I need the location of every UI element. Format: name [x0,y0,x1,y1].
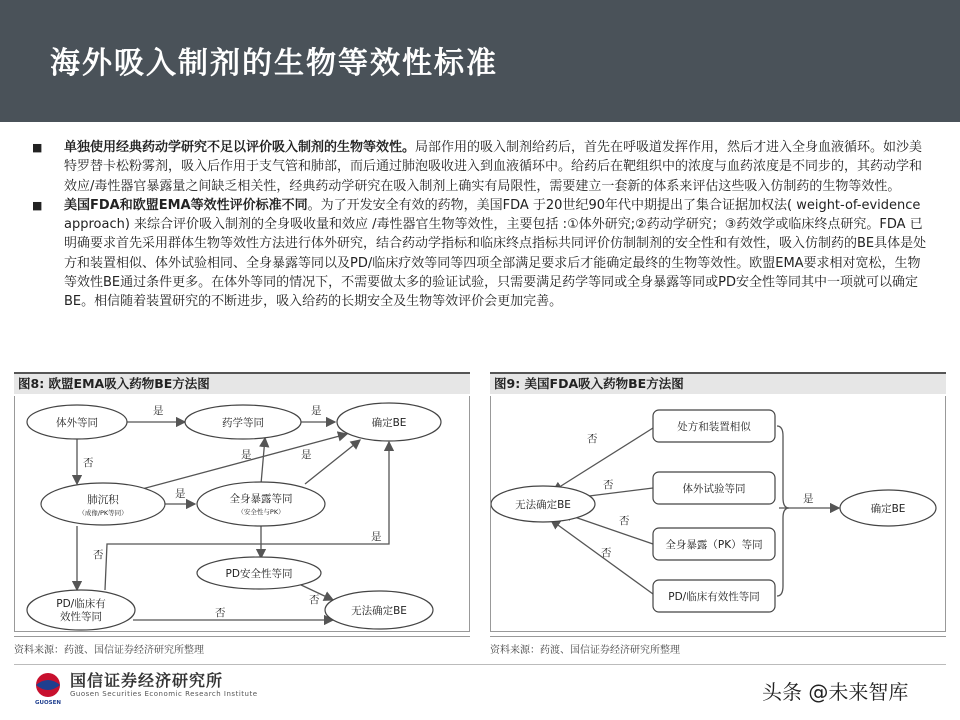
bullet-1-bold: 单独使用经典药动学研究不足以评价吸入制剂的生物等效性。 [64,140,416,155]
label-pdclinical: PD/临床有效性等同 [668,591,760,603]
edge-label-no: 否 [215,607,226,619]
fig9-source: 资料来源：药渡、国信证券经济研究所整理 [490,636,946,656]
edge-label-yes: 是 [153,405,164,417]
label-invitro: 体外等同 [56,417,98,429]
bullet-2-bold: 美国FDA和欧盟EMA等效性评价标准不同 [64,197,308,213]
edge-systemic-confirm [305,440,360,484]
bullet-2 [30,196,930,312]
label-pdclinical-2: 效性等同 [60,611,102,623]
edge-systemic-pharma [261,438,265,484]
label-lungdep-sub: （成像/PK等同） [78,509,128,517]
fig9-svg [491,396,947,632]
bullet-2-text [64,196,930,312]
label-pdsafety: PD安全性等同 [225,568,293,580]
edge-label-yes: 是 [371,531,382,543]
label-invitro: 体外试验等同 [682,483,746,495]
title-bar [0,0,960,122]
node-pdclinical [27,590,135,630]
edge-label-no: 否 [601,547,612,559]
fig8-heading: 图8: 欧盟EMA吸入药物BE方法图 [14,372,470,394]
label-cannot: 无法确定BE [515,499,571,511]
footer-divider [14,664,946,665]
fig9-edges [551,428,839,594]
guosen-logo-icon [30,670,66,706]
edge-label-yes: 是 [241,449,252,461]
bullet-1-body: 局部作用的吸入制剂给药后，首先在呼吸道发挥作用，然后才进入全身血液循环。如沙美特罗替卡松粉雾剂，吸入后作用于支气管和肺部，而后通过肺泡吸收进入到血液循环中。给药后在靶组织中的浓度与血药浓度是不同步的，其药动学和效应/毒性器官暴露量之间缺乏相关性，经典药动学研究在吸入制剂上确实有局限性，需要建立一套新的体系来评估这些吸入仿制药的生物等效性。 [64,140,923,194]
label-systemic: 全身暴露等同 [229,493,293,505]
bullet-2-body: 。为了开发安全有效的药物，美国FDA 于20世纪90年代中期提出了集合证据加权法( weight-of-evidence approach) 来综合评价吸入制剂的全身吸收量和效应 /毒性器官生物等效性，主要包括 :①体外研究;②药动学研究；③药效学或临床终点研究。FDA 已明确要求首先采用群体生物等效性方法进行体外研究，结合药动学指标和临床终点指标共同评价仿制制剂的安全性和有效性，吸入仿制药的BE具体是处方和装置相似、体外试验相同、全身暴露等同以及PD/临床疗效等同等四项全部满足要求后才能确定最终的生物等效性。欧盟EMA要求相对宽松，生物等效性BE通过条件更多。在体外等同的情况下，不需要做太多的验证试验，只需要满足药学等同或全身暴露等同或PD安全性等同其中一项就可以确定BE。相信随着装置研究的不断进步，吸入给药的长期安全及生物等效评价会更加完善。 [64,197,927,310]
fig9-diagram [490,396,946,632]
bullet-marker: ■ [32,141,43,154]
edge-label-no: 否 [603,479,614,491]
edge-label-no: 否 [619,515,630,527]
brace [777,426,789,596]
edge-label-no: 否 [309,594,320,606]
edge-label-no: 否 [93,549,104,561]
edge-label-yes: 是 [301,449,312,461]
fig9-heading: 图9: 美国FDA吸入药物BE方法图 [490,372,946,394]
label-confirm: 确定BE [870,503,906,515]
org-name-en: Guosen Securities Economic Research Institute [70,690,258,698]
logo-abbr: GUOSEN [35,700,61,706]
page-title: 海外吸入制剂的生物等效性标准 [50,46,498,81]
fig8-svg [15,396,471,632]
edge-label-no: 否 [587,433,598,445]
label-pdclinical-1: PD/临床有 [56,598,106,610]
label-systemic-sub: （安全性与PK） [237,508,285,516]
fig8-source: 资料来源：药渡、国信证券经济研究所整理 [14,636,470,656]
label-cannot: 无法确定BE [351,605,407,617]
label-formulation: 处方和装置相似 [677,421,751,433]
label-confirm: 确定BE [371,417,407,429]
edge-label-yes: 是 [803,493,814,505]
bullet-1-text [64,138,930,196]
label-lungdep: 肺沉积 [87,494,119,506]
watermark: 头条 @未来智库 [762,680,909,704]
bullet-marker: ■ [32,198,43,212]
label-pharma: 药学等同 [222,417,264,429]
body-text [30,138,930,312]
org-name: 国信证券经济研究所 [70,671,224,690]
fig8-diagram [14,396,470,632]
label-systemic: 全身暴露（PK）等同 [665,539,763,551]
edge-label-yes: 是 [311,405,322,417]
edge-label-no: 否 [83,457,94,469]
bullet-1 [30,138,930,196]
edge-label-yes: 是 [175,488,186,500]
